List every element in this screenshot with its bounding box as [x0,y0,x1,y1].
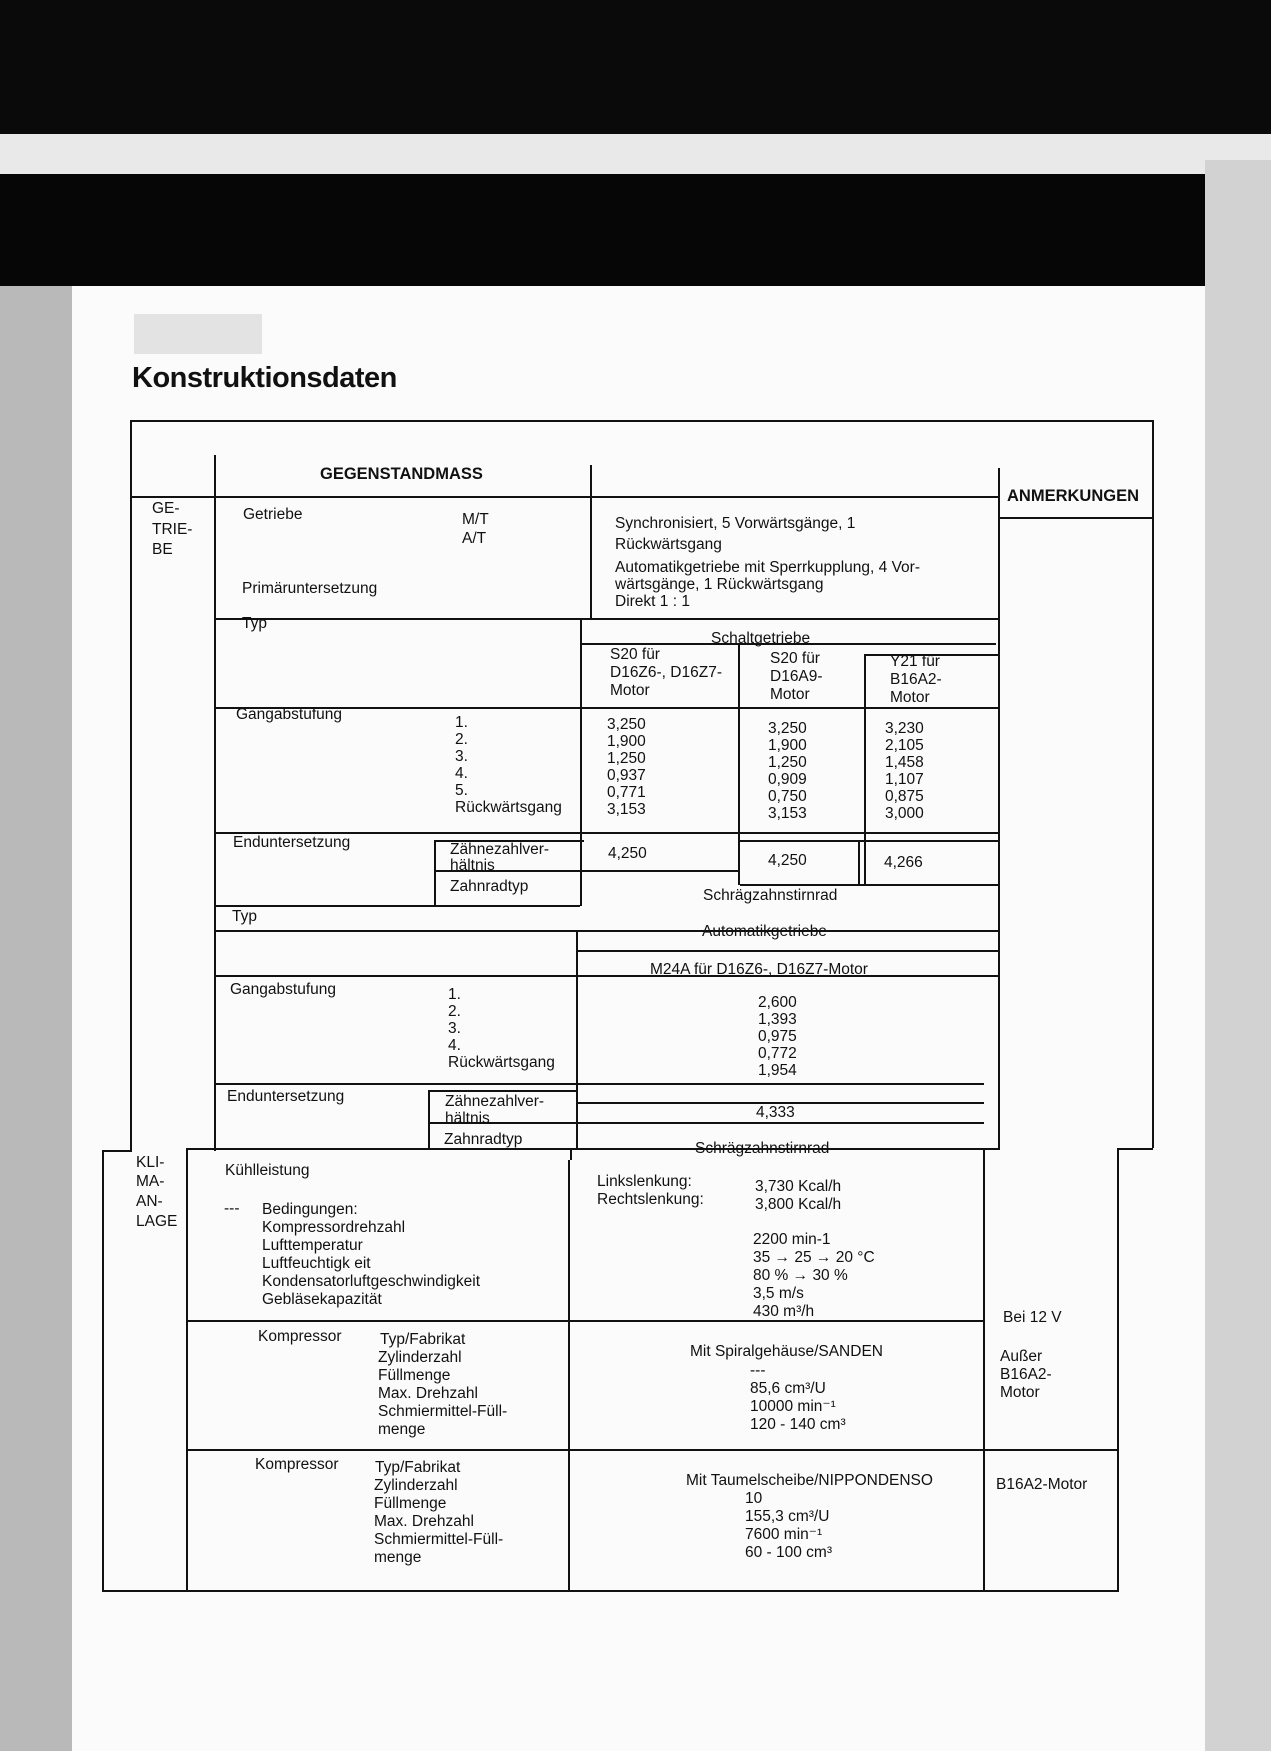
mt-zahnradtyp-value: Schrägzahnstirnrad [703,887,838,904]
bed-note: Bei 12 V [1003,1309,1062,1326]
scan-left-margin [0,286,72,1751]
scan-black-band [0,174,1271,286]
scan-right-margin [1205,160,1271,1751]
getriebe-mt: M/T [462,511,489,528]
at-zahnradtyp-value: Schrägzahnstirnrad [695,1140,830,1157]
getriebe-at: A/T [462,530,487,547]
primaer-label: Primäruntersetzung [242,580,378,597]
mt-zahn-v1: 4,250 [608,845,647,862]
at-typ-sub: M24A für D16Z6-, D16Z7-Motor [650,961,868,978]
bed-dash: --- [224,1200,240,1217]
at-gang-label: Gangabstufung [230,981,337,998]
document-page [72,286,1205,1751]
mt-end-label: Enduntersetzung [233,834,351,851]
at-zahnradtyp-label: Zahnradtyp [444,1131,523,1148]
mt-typ-label: Typ [242,615,267,632]
getriebe-label: Getriebe [243,506,303,523]
comp2-note: B16A2-Motor [996,1476,1088,1493]
mt-zahn-v2: 4,250 [768,852,807,869]
kuehl-label: Kühlleistung [225,1162,310,1179]
comp1-label: Kompressor [258,1328,342,1345]
mt-zahnradtyp-label: Zahnradtyp [450,878,529,895]
at-typ-label: Typ [232,908,257,925]
logo-mark [134,314,262,354]
at-zahn-value: 4,333 [756,1104,795,1121]
at-end-label: Enduntersetzung [227,1088,345,1105]
scan-top-border [0,0,1271,134]
page-title: Konstruktionsdaten [132,362,397,394]
header-anmerkungen: ANMERKUNGEN [1007,487,1139,505]
header-gegenstand: GEGENSTANDMASS [320,465,483,483]
mt-zahn-v3: 4,266 [884,854,923,871]
mt-typ-value: Schaltgetriebe [711,630,811,647]
at-typ-value: Automatikgetriebe [702,923,827,940]
comp2-label: Kompressor [255,1456,339,1473]
mt-gang-label: Gangabstufung [236,706,343,723]
scan-strip [0,134,1271,174]
